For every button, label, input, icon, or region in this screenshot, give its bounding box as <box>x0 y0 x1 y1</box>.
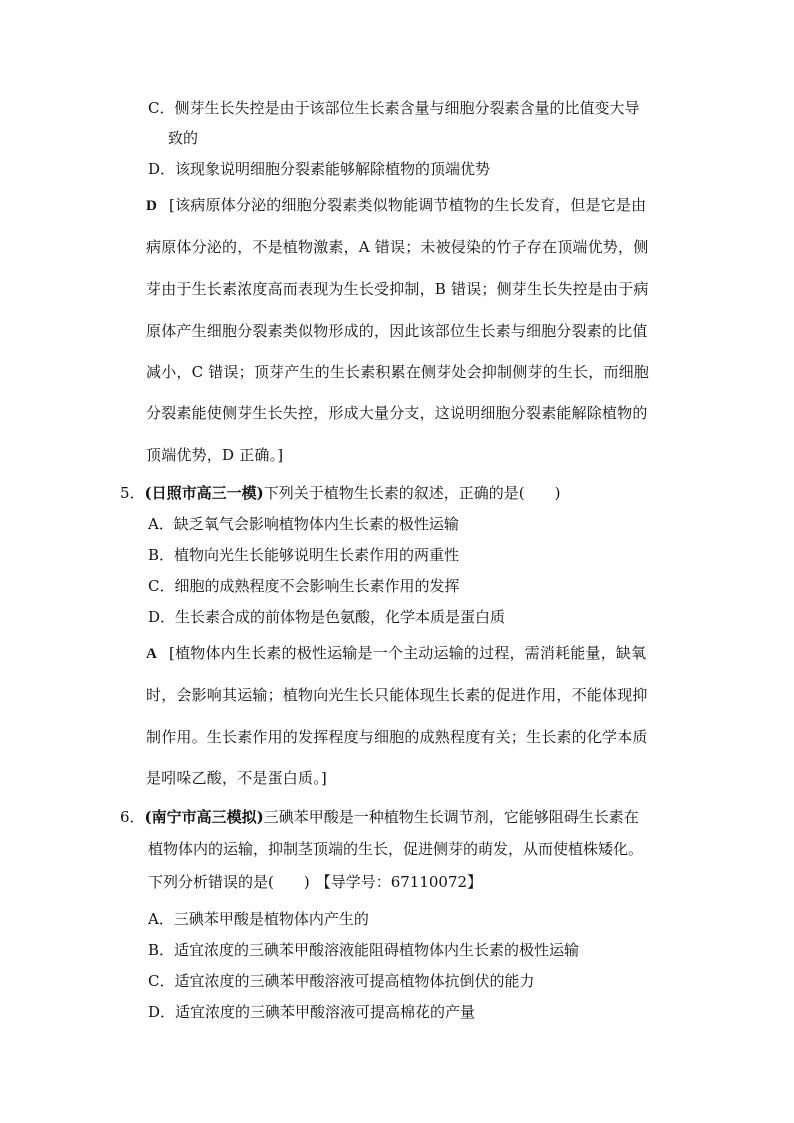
q6-option-a: A．三碘苯甲酸是植物体内产生的 <box>148 910 369 928</box>
q5-answer-line-1: A [植物体内生长素的极性运输是一个主动运输的过程，需消耗能量，缺氧 <box>146 644 647 662</box>
q5-answer-line-3: 制作用。生长素作用的发挥程度与细胞的成熟程度有关；生长素的化学本质 <box>146 728 648 746</box>
guide-number: 【导学号：67110072】 <box>315 873 483 891</box>
q6-option-d: D．适宜浓度的三碘苯甲酸溶液可提高棉花的产量 <box>148 1003 476 1021</box>
q5-option-d: D．生长素合成的前体物是色氨酸，化学本质是蛋白质 <box>148 608 506 626</box>
answer-letter: D <box>146 198 158 214</box>
answer-letter: A <box>146 646 158 662</box>
question-source: (日照市高三一模) <box>144 484 264 502</box>
option-d: D．该现象说明细胞分裂素能够解除植物的顶端优势 <box>148 160 491 178</box>
q6-stem-line2: 植物体内的运输，抑制茎顶端的生长，促进侧芽的萌发，从而使植株矮化。 <box>148 840 644 858</box>
answer-line-5: 减小，C 错误；顶芽产生的生长素积累在侧芽处会抑制侧芽的生长，而细胞 <box>146 363 650 381</box>
answer-line-3: 芽由于生长素浓度高而表现为生长受抑制，B 错误；侧芽生长失控是由于病 <box>146 280 649 298</box>
question-number: 6． <box>120 808 145 826</box>
q5-option-c: C．细胞的成熟程度不会影响生长素作用的发挥 <box>148 577 460 595</box>
q5-option-b: B．植物向光生长能够说明生长素作用的两重性 <box>148 546 460 564</box>
answer-line-4: 原体产生细胞分裂素类似物形成的，因此该部位生长素与细胞分裂素的比值 <box>146 322 648 340</box>
question-text: 三碘苯甲酸是一种植物生长调节剂，它能够阻碍生长素在 <box>263 808 639 826</box>
option-c-line2: 致的 <box>168 129 199 147</box>
answer-line-7: 顶端优势，D 正确。] <box>146 446 284 464</box>
answer-line-2: 病原体分泌的，不是植物激素，A 错误；未被侵染的竹子存在顶端优势，侧 <box>146 238 649 256</box>
q6-option-c: C．适宜浓度的三碘苯甲酸溶液可提高植物体抗倒伏的能力 <box>148 972 535 990</box>
option-c-line1: C．侧芽生长失控是由于该部位生长素含量与细胞分裂素含量的比值变大导 <box>148 99 640 117</box>
question-5-stem <box>120 482 560 504</box>
q6-option-b: B．适宜浓度的三碘苯甲酸溶液能阻碍植物体内生长素的极性运输 <box>148 941 580 959</box>
question-number: 5． <box>120 484 145 502</box>
answer-line-6: 分裂素能使侧芽生长失控，形成大量分支，这说明细胞分裂素能解除植物的 <box>146 404 648 422</box>
q6-stem-line3: 下列分析错误的是( ) 【导学号：67110072】 <box>148 873 483 891</box>
q5-option-a: A．缺乏氧气会影响植物体内生长素的极性运输 <box>148 515 459 533</box>
q5-answer-line-4: 是吲哚乙酸，不是蛋白质。] <box>146 769 327 787</box>
question-source: (南宁市高三模拟) <box>144 808 264 826</box>
question-6-stem <box>120 806 639 828</box>
answer-line-1: D [该病原体分泌的细胞分裂素类似物能调节植物的生长发育，但是它是由 <box>146 196 647 214</box>
question-text: 下列关于植物生长素的叙述，正确的是( ) <box>263 484 561 502</box>
q5-answer-line-2: 时，会影响其运输；植物向光生长只能体现生长素的促进作用，不能体现抑 <box>146 686 648 704</box>
